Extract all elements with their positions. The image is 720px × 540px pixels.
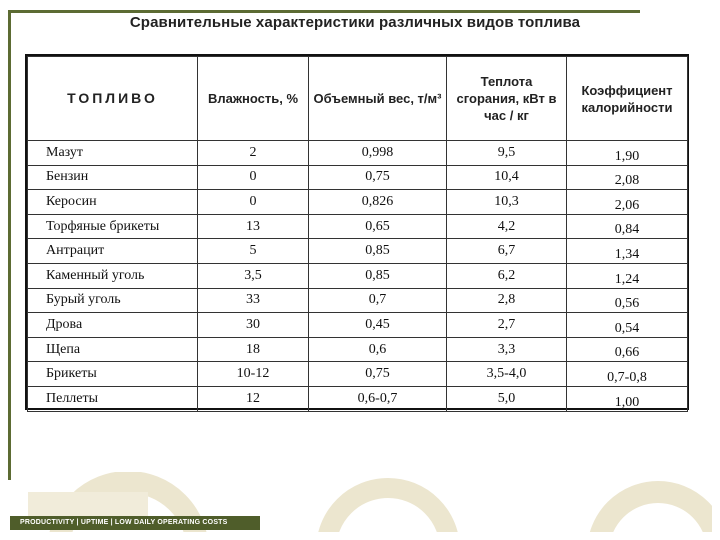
page-title: Сравнительные характеристики различных видов топлива <box>129 14 581 31</box>
table-row <box>28 165 688 190</box>
cell-heat: 10,4 <box>447 165 567 190</box>
cell-coefficient: 1,90 <box>567 141 688 166</box>
cell-fuel: Дрова <box>28 313 198 338</box>
table-row <box>28 386 688 411</box>
cell-heat: 10,3 <box>447 190 567 215</box>
table-row <box>28 239 688 264</box>
cell-volume-weight: 0,85 <box>309 263 447 288</box>
cell-heat: 3,3 <box>447 337 567 362</box>
table-row <box>28 141 688 166</box>
cell-volume-weight: 0,85 <box>309 239 447 264</box>
cell-heat: 9,5 <box>447 141 567 166</box>
cell-fuel: Щепа <box>28 337 198 362</box>
wheel-center-decoration <box>326 488 450 532</box>
cell-coefficient: 2,06 <box>567 190 688 215</box>
cell-humidity: 2 <box>198 141 309 166</box>
cell-volume-weight: 0,75 <box>309 362 447 387</box>
cell-fuel: Антрацит <box>28 239 198 264</box>
cell-volume-weight: 0,7 <box>309 288 447 313</box>
cell-fuel: Бензин <box>28 165 198 190</box>
wheel-right-decoration <box>598 492 712 532</box>
cell-fuel: Мазут <box>28 141 198 166</box>
table-row <box>28 214 688 239</box>
cell-coefficient: 0,7-0,8 <box>567 362 688 387</box>
cell-heat: 6,2 <box>447 263 567 288</box>
cell-heat: 6,7 <box>447 239 567 264</box>
left-rule <box>8 10 11 480</box>
table-row <box>28 362 688 387</box>
fuel-comparison-table <box>25 54 689 410</box>
cell-humidity: 0 <box>198 190 309 215</box>
cell-humidity: 5 <box>198 239 309 264</box>
cell-coefficient: 1,00 <box>567 386 688 411</box>
table-row <box>28 313 688 338</box>
cell-humidity: 0 <box>198 165 309 190</box>
header-humidity: Влажность, % <box>198 57 309 141</box>
cell-fuel: Каменный уголь <box>28 263 198 288</box>
cell-heat: 5,0 <box>447 386 567 411</box>
header-volume-weight: Объемный вес, т/м³ <box>309 57 447 141</box>
cell-coefficient: 1,24 <box>567 263 688 288</box>
cell-volume-weight: 0,6 <box>309 337 447 362</box>
cell-humidity: 30 <box>198 313 309 338</box>
header-fuel: ТОПЛИВО <box>28 57 198 141</box>
cell-heat: 2,7 <box>447 313 567 338</box>
cell-heat: 3,5-4,0 <box>447 362 567 387</box>
cell-humidity: 10-12 <box>198 362 309 387</box>
cell-fuel: Брикеты <box>28 362 198 387</box>
table-row <box>28 190 688 215</box>
cell-volume-weight: 0,75 <box>309 165 447 190</box>
cell-humidity: 18 <box>198 337 309 362</box>
cell-coefficient: 0,54 <box>567 313 688 338</box>
cell-coefficient: 0,84 <box>567 214 688 239</box>
cell-volume-weight: 0,6-0,7 <box>309 386 447 411</box>
table-body <box>28 141 688 412</box>
cell-fuel: Пеллеты <box>28 386 198 411</box>
table-header-row <box>28 57 688 141</box>
cell-coefficient: 2,08 <box>567 165 688 190</box>
table-row <box>28 337 688 362</box>
cell-volume-weight: 0,65 <box>309 214 447 239</box>
cell-coefficient: 1,34 <box>567 239 688 264</box>
cell-humidity: 12 <box>198 386 309 411</box>
cell-coefficient: 0,56 <box>567 288 688 313</box>
cell-fuel: Торфяные брикеты <box>28 214 198 239</box>
top-rule <box>8 10 640 13</box>
cell-volume-weight: 0,45 <box>309 313 447 338</box>
cell-volume-weight: 0,998 <box>309 141 447 166</box>
footer-tagline: PRODUCTIVITY | UPTIME | LOW DAILY OPERATING COSTS <box>10 516 260 530</box>
cell-coefficient: 0,66 <box>567 337 688 362</box>
cell-fuel: Керосин <box>28 190 198 215</box>
cell-volume-weight: 0,826 <box>309 190 447 215</box>
cell-humidity: 3,5 <box>198 263 309 288</box>
header-heat: Теплота сгорания, кВт в час / кг <box>447 57 567 141</box>
cell-humidity: 13 <box>198 214 309 239</box>
cell-heat: 2,8 <box>447 288 567 313</box>
header-coefficient: Коэффициент калорийности <box>567 57 688 141</box>
table-row <box>28 288 688 313</box>
cell-fuel: Бурый уголь <box>28 288 198 313</box>
table-row <box>28 263 688 288</box>
cell-humidity: 33 <box>198 288 309 313</box>
machine-body-decoration <box>28 492 148 518</box>
cell-heat: 4,2 <box>447 214 567 239</box>
